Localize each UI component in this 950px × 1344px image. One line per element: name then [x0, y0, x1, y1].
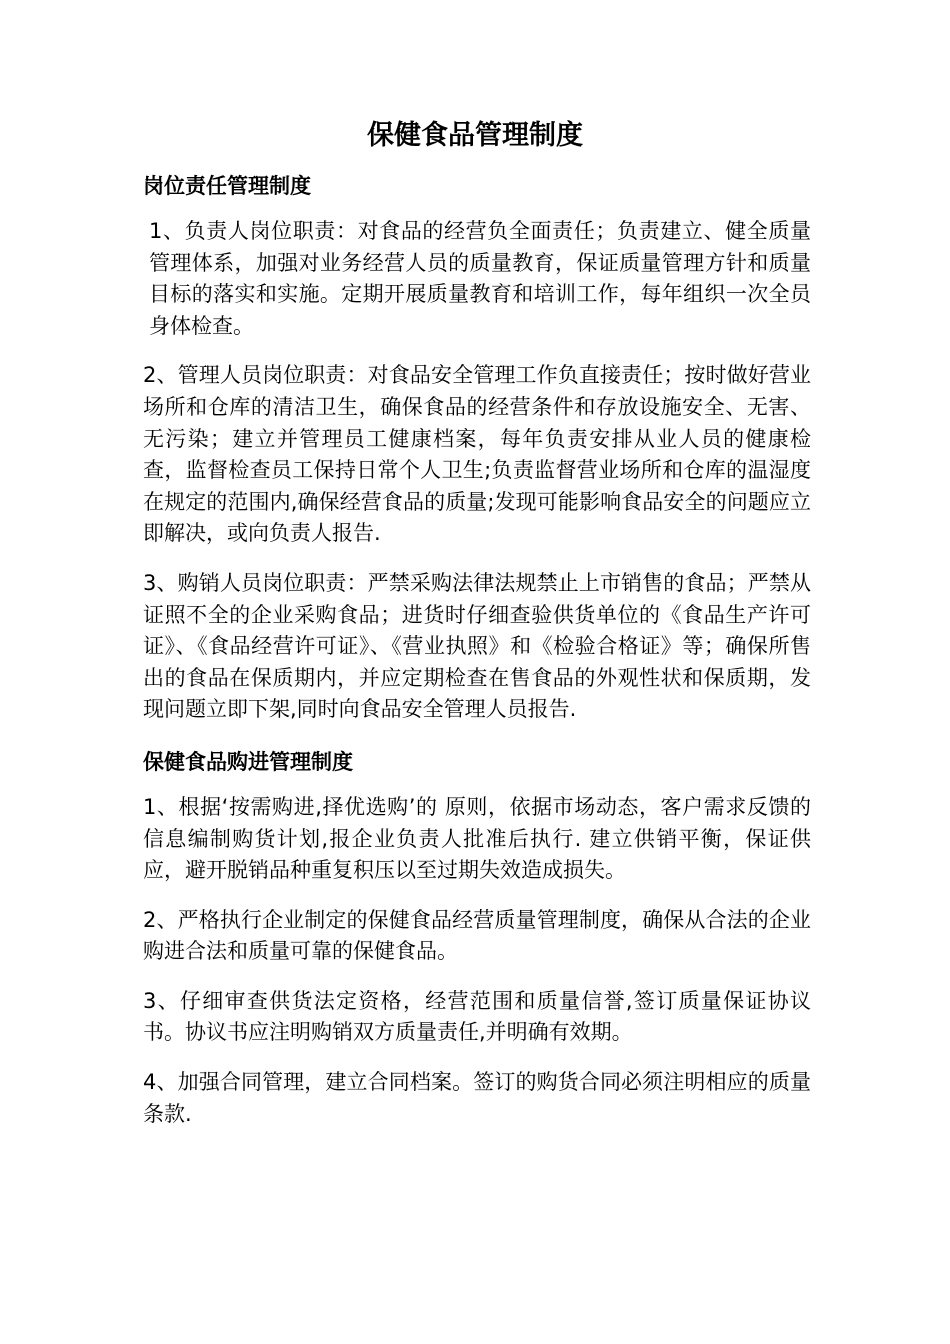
section-heading: 保健食品购进管理制度 [143, 749, 353, 774]
section-heading: 岗位责任管理制度 [143, 174, 311, 198]
section-job-responsibility [143, 168, 811, 726]
document-title: 保健食品管理制度 [367, 120, 583, 151]
paragraph: 3、仔细审查供货法定资格，经营范围和质量信誉,签订质量保证协议书。协议书应注明购销双方质量责任,并明确有效期。 [143, 988, 811, 1045]
paragraph: 4、加强合同管理，建立合同档案。签订的购货合同必须注明相应的质量条款. [143, 1070, 811, 1126]
paragraph: 2、严格执行企业制定的保健食品经营质量管理制度，确保从合法的企业购进合法和质量可靠的保健食品。 [143, 907, 811, 964]
section-purchase-management [143, 744, 811, 1130]
paragraph: 2、管理人员岗位职责：对食品安全管理工作负直接责任；按时做好营业场所和仓库的清洁卫生，确保食品的经营条件和存放设施安全、无害、无污染；建立并管理员工健康档案，每年负责安排从业人员的健康检查，监督检查员工保持日常个人卫生;负责监督营业场所和仓库的温湿度在规定的范围内,确保经营食品的质量;发现可能影响食品安全的问题应立即解决，或向负责人报告. [143, 363, 811, 546]
paragraph: 3、购销人员岗位职责：严禁采购法律法规禁止上市销售的食品；严禁从证照不全的企业采购食品；进货时仔细查验供货单位的《食品生产许可证》、《食品经营许可证》、《营业执照》和《检验合格证》等；确保所售出的食品在保质期内，并应定期检查在售食品的外观性状和保质期，发现问题立即下架,同时向食品安全管理人员报告. [143, 570, 811, 722]
paragraph: 1、负责人岗位职责：对食品的经营负全面责任；负责建立、健全质量管理体系，加强对业务经营人员的质量教育，保证质量管理方针和质量目标的落实和实施。定期开展质量教育和培训工作，每年组织一次全员身体检查。 [149, 219, 811, 338]
document-body [143, 168, 811, 1148]
paragraph: 1、根据‘按需购进,择优选购’的 原则，依据市场动态，客户需求反馈的信息编制购货计划,报企业负责人批准后执行. 建立供销平衡，保证供应，避开脱销品种重复积压以至过期失效造成损失。 [143, 794, 811, 883]
